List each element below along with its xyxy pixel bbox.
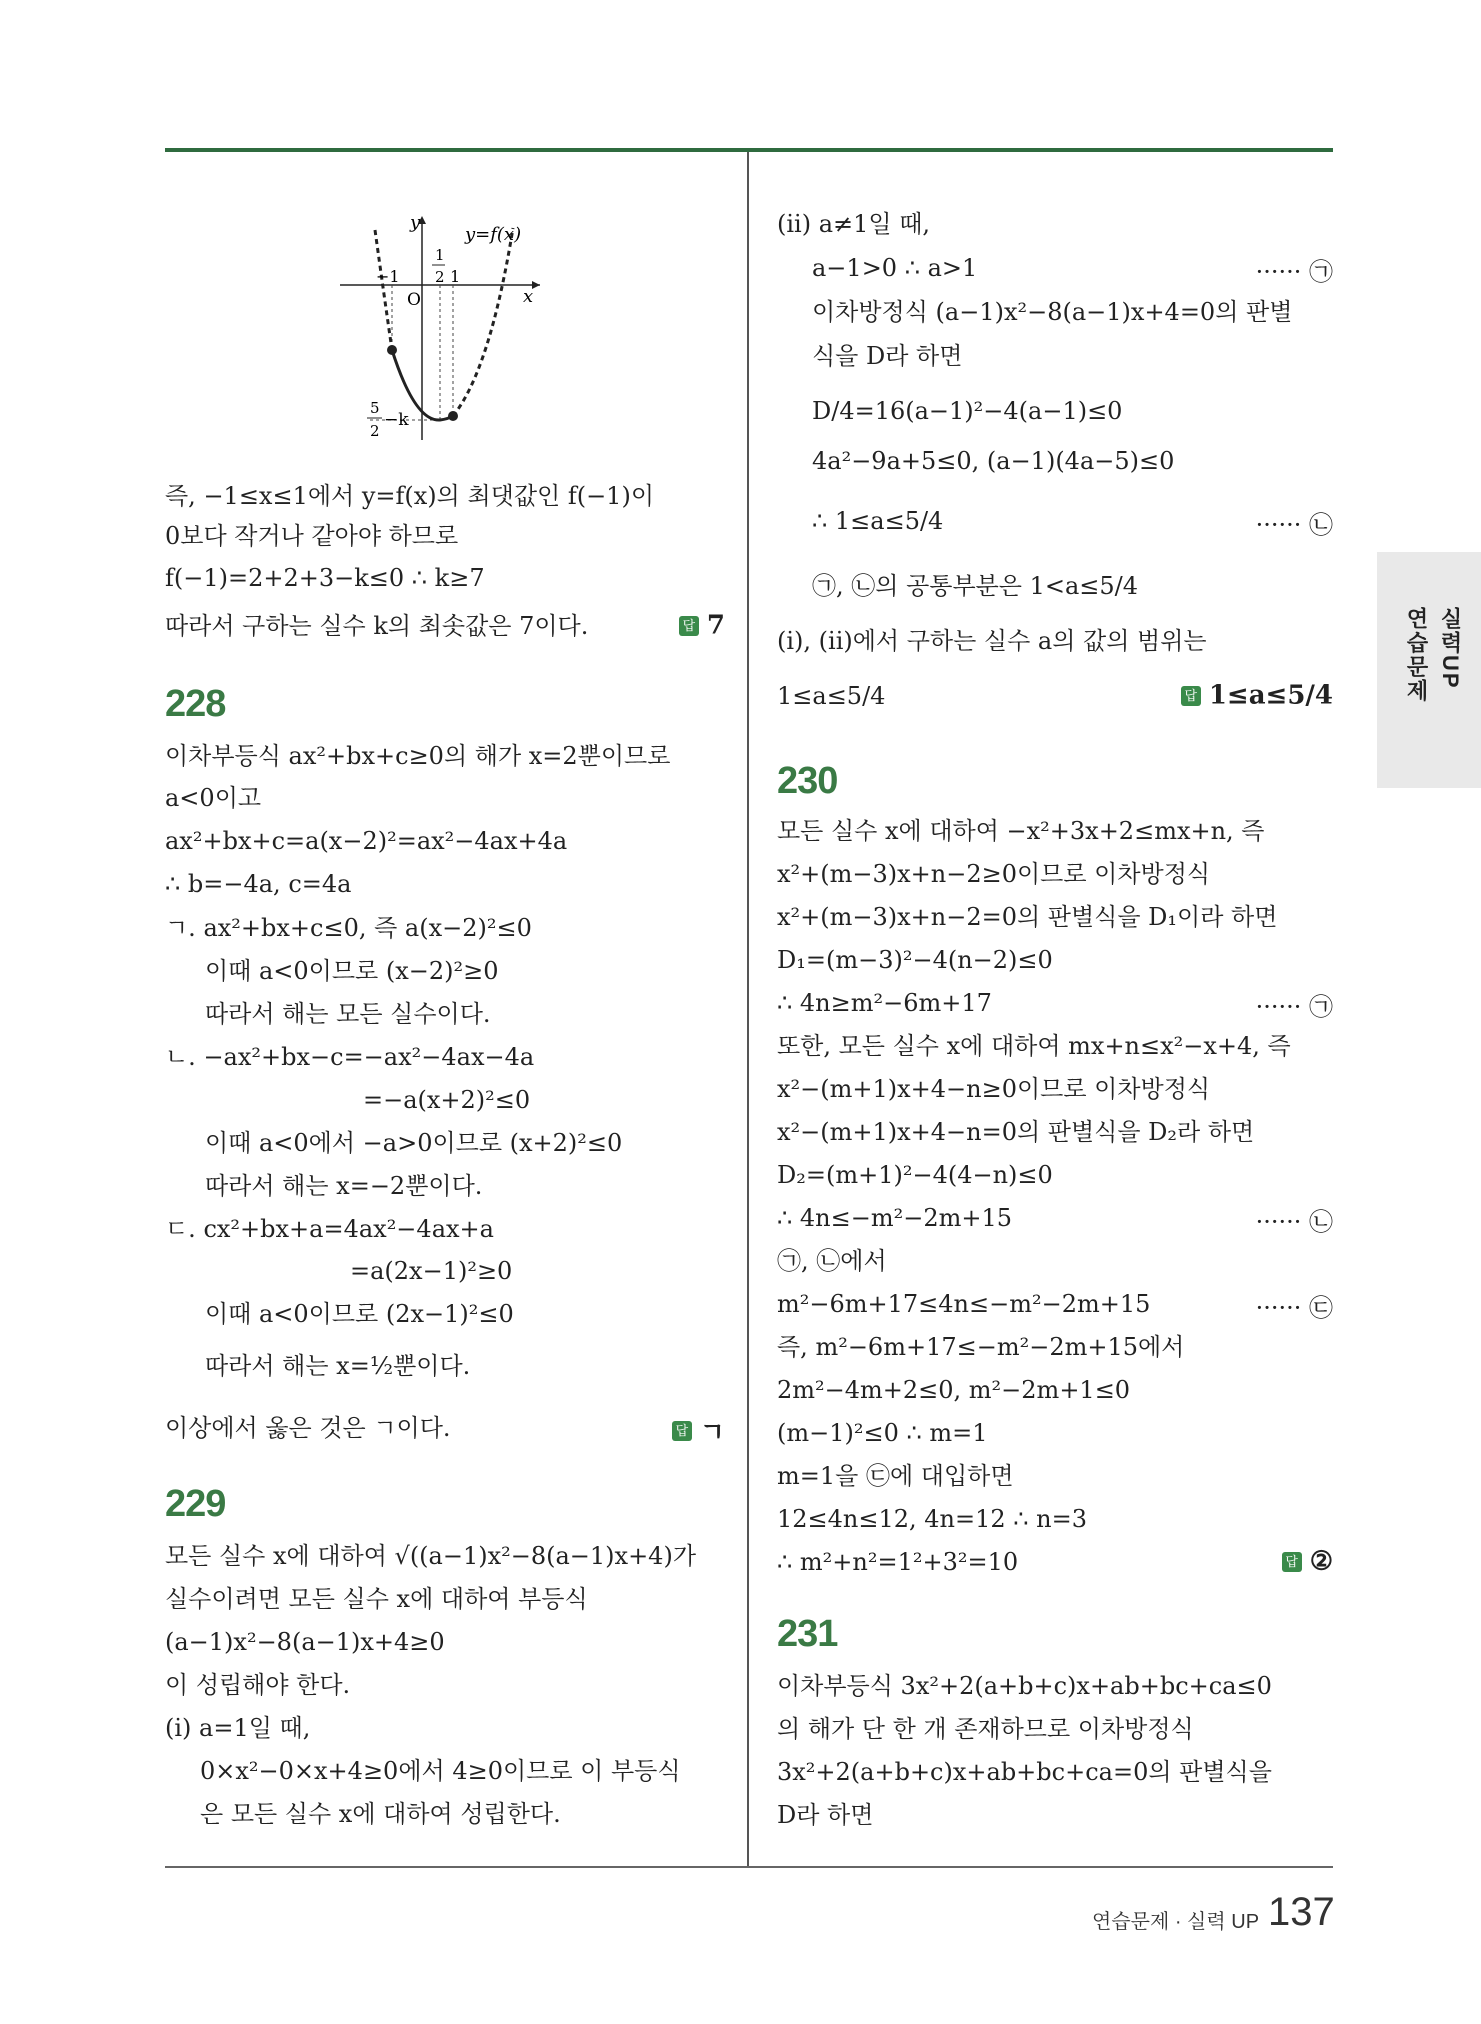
problem-number-231: 231 [777, 1613, 838, 1655]
min-suffix: −k [384, 410, 409, 430]
answer-icon: 답 [1181, 686, 1201, 706]
p228-line: ㄴ. −ax²+bx−c=−ax²−4ax−4a [165, 1043, 535, 1071]
p229-cont-line: 4a²−9a+5≤0, (a−1)(4a−5)≤0 [812, 447, 1175, 475]
p230-mark-2: ······ ㉡ [1255, 1208, 1333, 1236]
p228-line: 이때 a<0에서 −a>0이므로 (x+2)²≤0 [205, 1129, 623, 1157]
p229-cont-line: (i), (ii)에서 구하는 실수 a의 값의 범위는 [777, 627, 1207, 655]
p228-line: 따라서 해는 x=½뿐이다. [205, 1352, 471, 1380]
p228-line: ㄱ. ax²+bx+c≤0, 즉 a(x−2)²≤0 [165, 914, 532, 942]
p230-line: ㉠, ㉡에서 [777, 1247, 887, 1275]
p229-line: 0×x²−0×x+4≥0에서 4≥0이므로 이 부등식 [200, 1757, 681, 1785]
page-number: 137 [1268, 1890, 1335, 1934]
intro-answer: 답 7 [679, 610, 725, 641]
p230-line: x²+(m−3)x+n−2≥0이므로 이차방정식 [777, 860, 1211, 888]
intro-line: 0보다 작거나 같아야 하므로 [165, 522, 459, 550]
min-num: 5 [370, 399, 380, 417]
answer-icon: 답 [1282, 1552, 1302, 1572]
p230-line: 2m²−4m+2≤0, m²−2m+1≤0 [777, 1376, 1131, 1404]
p228-line: ∴ b=−4a, c=4a [165, 870, 352, 898]
p228-line: 따라서 해는 모든 실수이다. [205, 1000, 491, 1028]
side-tab [1377, 552, 1481, 788]
p228-line: ax²+bx+c=a(x−2)²=ax²−4ax+4a [165, 827, 568, 855]
p230-line: 즉, m²−6m+17≤−m²−2m+15에서 [777, 1333, 1185, 1361]
tick-half-num: 1 [435, 246, 445, 264]
tick-minus-one: −1 [376, 267, 400, 286]
p230-line: m²−6m+17≤4n≤−m²−2m+15 [777, 1290, 1151, 1318]
problem-number-229: 229 [165, 1483, 226, 1525]
p228-line: 이때 a<0이므로 (2x−1)²≤0 [205, 1300, 514, 1328]
p230-mark-1: ······ ㉠ [1255, 993, 1333, 1021]
p231-line: D라 하면 [777, 1801, 874, 1829]
p230-line: 12≤4n≤12, 4n=12 ∴ n=3 [777, 1505, 1088, 1533]
parabola-graph [340, 210, 550, 445]
p230-mark-3: ······ ㉢ [1255, 1294, 1333, 1322]
p229-cont-line: a−1>0 ∴ a>1 [812, 254, 978, 282]
p231-line: 3x²+2(a+b+c)x+ab+bc+ca=0의 판별식을 [777, 1758, 1272, 1786]
column-divider [747, 152, 749, 1866]
p228-answer: 답 ㄱ [672, 1412, 725, 1449]
p229-line: 은 모든 실수 x에 대하여 성립한다. [200, 1800, 561, 1828]
p229-cont-line: ㉠, ㉡의 공통부분은 1<a≤5/4 [812, 572, 1139, 600]
p229-cont-line: 이차방정식 (a−1)x²−8(a−1)x+4=0의 판별 [812, 298, 1293, 326]
p228-line: ㄷ. cx²+bx+a=4ax²−4ax+a [165, 1215, 494, 1243]
graph-point-right [448, 411, 458, 421]
p230-line: ∴ m²+n²=1²+3²=10 [777, 1548, 1019, 1576]
problem-number-228: 228 [165, 683, 226, 725]
p228-line: 따라서 해는 x=−2뿐이다. [205, 1172, 483, 1200]
origin-label: O [407, 290, 421, 310]
p229-cont-line: ∴ 1≤a≤5/4 [812, 507, 944, 535]
p229-cont-line: (ii) a≠1일 때, [777, 210, 931, 238]
p230-line: x²−(m+1)x+4−n=0의 판별식을 D₂라 하면 [777, 1118, 1255, 1146]
answer-icon: 답 [672, 1421, 692, 1441]
graph-point-left [387, 345, 397, 355]
answer-icon: 답 [679, 616, 699, 636]
min-den: 2 [370, 422, 380, 440]
p231-line: 의 해가 단 한 개 존재하므로 이차방정식 [777, 1715, 1194, 1743]
intro-line: 즉, −1≤x≤1에서 y=f(x)의 최댓값인 f(−1)이 [165, 482, 655, 510]
side-tab-text-2: 연습문제 [1404, 607, 1429, 703]
p228-line: 이상에서 옳은 것은 ㄱ이다. [165, 1414, 451, 1442]
y-label: y [410, 212, 421, 233]
p230-line: 또한, 모든 실수 x에 대하여 mx+n≤x²−x+4, 즉 [777, 1032, 1291, 1060]
p230-line: D₁=(m−3)²−4(n−2)≤0 [777, 946, 1053, 974]
p229-answer: 답 1≤a≤5/4 [1181, 680, 1333, 711]
x-label: x [523, 286, 534, 307]
p229-line: 이 성립해야 한다. [165, 1671, 351, 1699]
p230-line: 모든 실수 x에 대하여 −x²+3x+2≤mx+n, 즉 [777, 817, 1265, 845]
intro-line: f(−1)=2+2+3−k≤0 ∴ k≥7 [165, 564, 485, 592]
p230-line: (m−1)²≤0 ∴ m=1 [777, 1419, 988, 1447]
p229-line: 실수이려면 모든 실수 x에 대하여 부등식 [165, 1585, 588, 1613]
bottom-rule [165, 1866, 1333, 1868]
problem-number-230: 230 [777, 760, 838, 802]
function-label: y=f(x) [465, 224, 522, 245]
top-rule [165, 148, 1333, 152]
p228-line: =a(2x−1)²≥0 [350, 1257, 513, 1285]
footer-label: 연습문제 · 실력 UP [1092, 1911, 1260, 1933]
p228-line: 이때 a<0이므로 (x−2)²≥0 [205, 957, 499, 985]
p230-line: ∴ 4n≤−m²−2m+15 [777, 1204, 1013, 1232]
p228-line: 이차부등식 ax²+bx+c≥0의 해가 x=2뿐이므로 [165, 742, 671, 770]
tick-half-den: 2 [435, 268, 445, 286]
mark-2: ······ ㉡ [1255, 511, 1333, 539]
p229-line: (i) a=1일 때, [165, 1714, 311, 1742]
p229-line: 모든 실수 x에 대하여 √((a−1)x²−8(a−1)x+4)가 [165, 1542, 697, 1570]
p229-cont-line: D/4=16(a−1)²−4(a−1)≤0 [812, 397, 1123, 425]
p229-line: (a−1)x²−8(a−1)x+4≥0 [165, 1628, 445, 1656]
side-tab-text-1: 실력UP [1438, 607, 1463, 690]
p230-line: ∴ 4n≥m²−6m+17 [777, 989, 992, 1017]
intro-line: 따라서 구하는 실수 k의 최솟값은 7이다. [165, 612, 589, 640]
p229-cont-line: 식을 D라 하면 [812, 342, 963, 370]
p229-cont-line: 1≤a≤5/4 [777, 682, 886, 710]
mark-1: ······ ㉠ [1255, 258, 1333, 286]
p230-line: x²−(m+1)x+4−n≥0이므로 이차방정식 [777, 1075, 1211, 1103]
p230-line: m=1을 ㉢에 대입하면 [777, 1462, 1014, 1490]
p230-line: x²+(m−3)x+n−2=0의 판별식을 D₁이라 하면 [777, 903, 1278, 931]
p230-line: D₂=(m+1)²−4(4−n)≤0 [777, 1161, 1053, 1189]
p230-answer: 답 ② [1282, 1546, 1333, 1577]
p231-line: 이차부등식 3x²+2(a+b+c)x+ab+bc+ca≤0 [777, 1672, 1272, 1700]
p228-line: a<0이고 [165, 784, 262, 812]
p228-line: =−a(x+2)²≤0 [363, 1086, 531, 1114]
tick-one: 1 [450, 267, 461, 286]
